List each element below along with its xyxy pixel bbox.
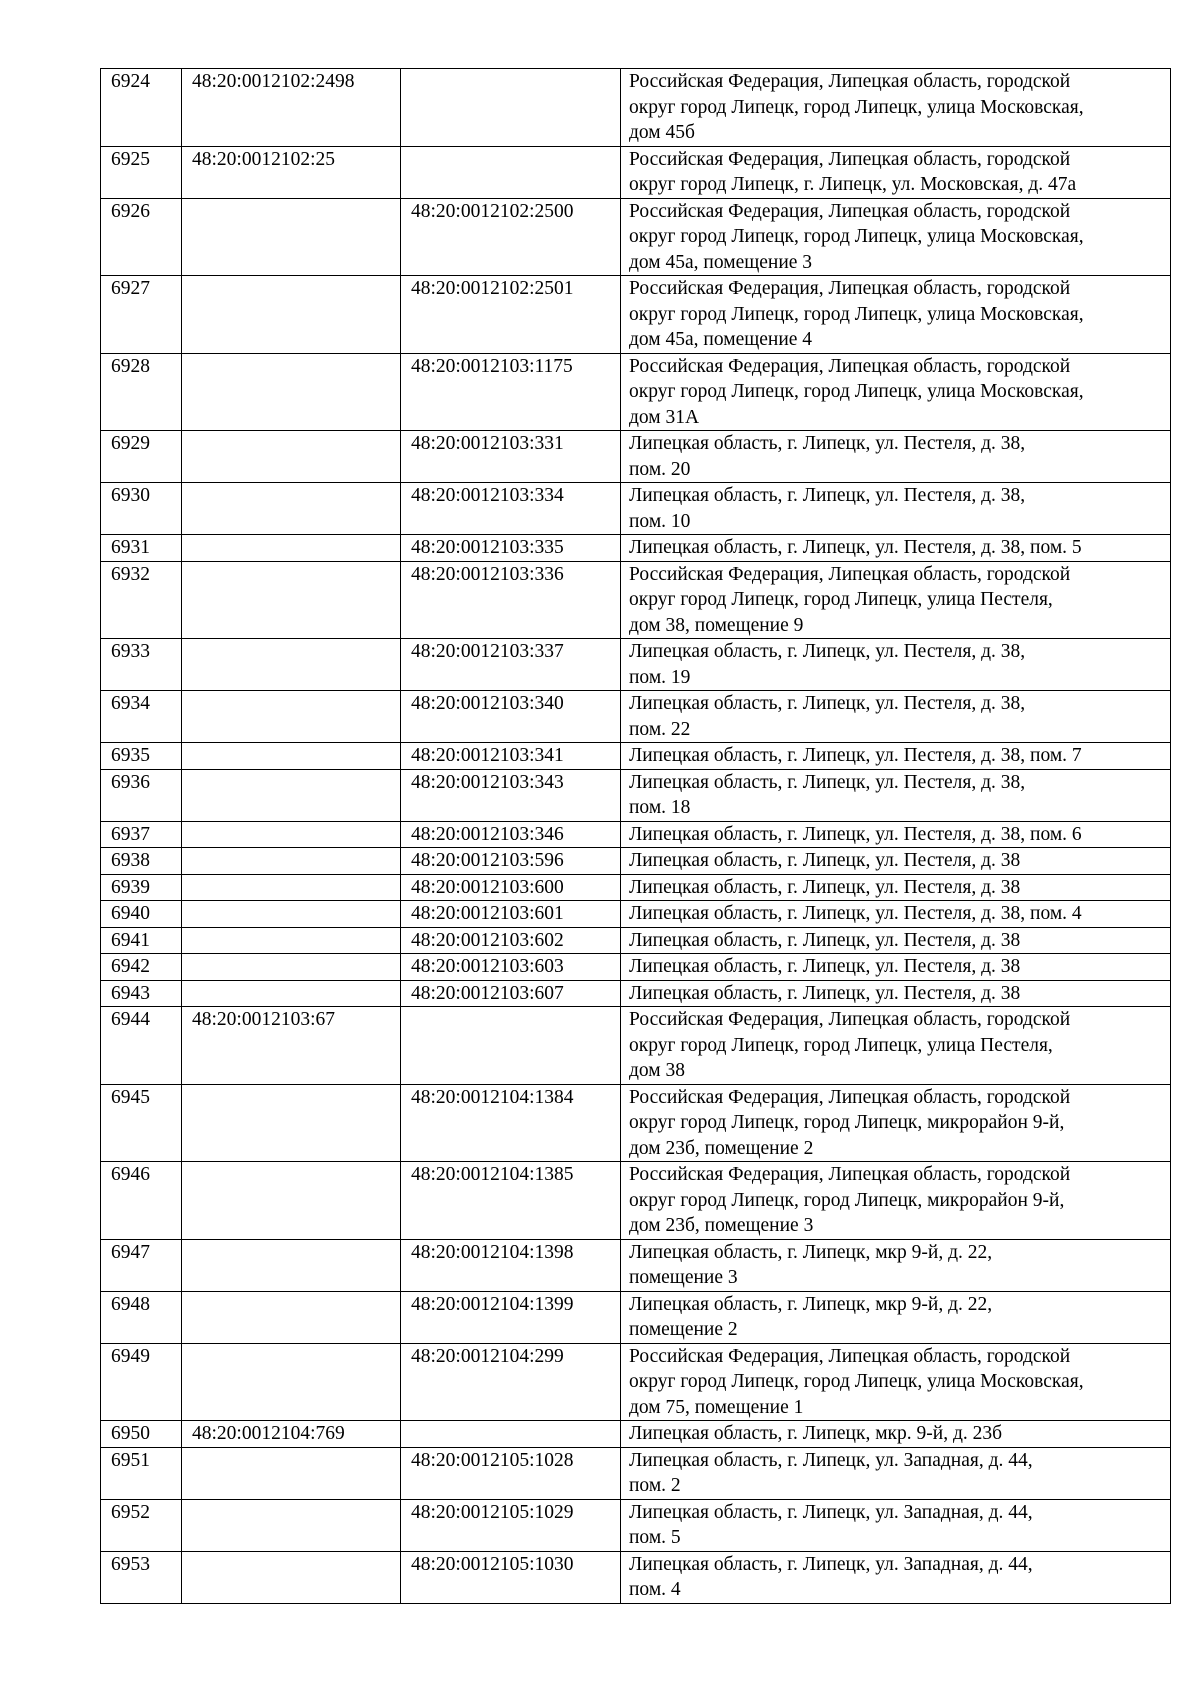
row-number-cell: 6935 (101, 743, 182, 770)
table-row (101, 769, 1171, 821)
address-line: округ город Липецк, город Липецк, улица Московская, (629, 303, 1084, 325)
object-cadastral-number-cell: 48:20:0012103:331 (401, 431, 621, 483)
parcel-cadastral-number-cell (182, 1343, 401, 1421)
object-cadastral-number-cell (401, 1007, 621, 1085)
parcel-cadastral-number-cell (182, 1499, 401, 1551)
address-line: пом. 20 (629, 458, 691, 480)
address-cell (621, 198, 1171, 276)
address-line: Российская Федерация, Липецкая область, городской (629, 148, 1071, 170)
address-line: Липецкая область, г. Липецк, ул. Пестеля, д. 38, пом. 5 (629, 537, 1082, 558)
table-row (101, 1291, 1171, 1343)
object-cadastral-number-cell: 48:20:0012102:2501 (401, 276, 621, 354)
row-number-cell: 6930 (101, 483, 182, 535)
address-cell (621, 483, 1171, 535)
address-line: Российская Федерация, Липецкая область, городской (629, 1164, 1071, 1185)
address-line: Липецкая область, г. Липецк, ул. Пестеля, д. 38, (629, 641, 1026, 662)
parcel-cadastral-number-cell (182, 483, 401, 535)
row-number-cell: 6953 (101, 1551, 182, 1603)
address-line: Российская Федерация, Липецкая область, городской (629, 278, 1071, 299)
parcel-cadastral-number-cell (182, 1447, 401, 1499)
parcel-cadastral-number-cell: 48:20:0012102:2498 (182, 69, 401, 147)
address-line: Российская Федерация, Липецкая область, городской (629, 200, 1071, 222)
address-line: Российская Федерация, Липецкая область, городской (629, 563, 1071, 585)
address-cell (621, 769, 1171, 821)
table-row (101, 901, 1171, 928)
address-line: округ город Липецк, город Липецк, улица Пестеля, (629, 1034, 1053, 1056)
address-cell (621, 276, 1171, 354)
object-cadastral-number-cell: 48:20:0012105:1030 (401, 1551, 621, 1603)
address-line: Липецкая область, г. Липецк, мкр 9-й, д. 22, (629, 1293, 993, 1315)
address-cell (621, 1343, 1171, 1421)
address-cell (621, 821, 1171, 848)
object-cadastral-number-cell: 48:20:0012103:343 (401, 769, 621, 821)
address-line: Липецкая область, г. Липецк, ул. Пестеля, д. 38 (629, 956, 1021, 977)
address-cell (621, 954, 1171, 981)
address-line: Липецкая область, г. Липецк, ул. Западная, д. 44, (629, 1501, 1033, 1523)
row-number-cell: 6929 (101, 431, 182, 483)
parcel-cadastral-number-cell (182, 927, 401, 954)
address-cell (621, 639, 1171, 691)
address-line: округ город Липецк, город Липецк, улица Пестеля, (629, 589, 1053, 610)
address-cell (621, 1421, 1171, 1448)
object-cadastral-number-cell: 48:20:0012103:346 (401, 821, 621, 848)
address-line: Липецкая область, г. Липецк, ул. Пестеля, д. 38 (629, 850, 1021, 871)
table-row (101, 561, 1171, 639)
address-line: дом 23б, помещение 3 (629, 1215, 814, 1236)
parcel-cadastral-number-cell (182, 980, 401, 1007)
address-line: Липецкая область, г. Липецк, ул. Пестеля, д. 38, пом. 4 (629, 903, 1082, 924)
address-line: пом. 4 (629, 1579, 681, 1600)
address-line: помещение 2 (629, 1319, 738, 1340)
object-cadastral-number-cell: 48:20:0012103:600 (401, 874, 621, 901)
address-line: дом 31А (629, 406, 700, 428)
parcel-cadastral-number-cell (182, 535, 401, 562)
address-cell (621, 1291, 1171, 1343)
table-row (101, 821, 1171, 848)
address-line: дом 38 (629, 1060, 686, 1081)
parcel-cadastral-number-cell (182, 874, 401, 901)
row-number-cell: 6942 (101, 954, 182, 981)
parcel-cadastral-number-cell: 48:20:0012102:25 (182, 146, 401, 198)
table-row (101, 1239, 1171, 1291)
address-cell (621, 353, 1171, 431)
object-cadastral-number-cell (401, 69, 621, 147)
address-line: дом 45а, помещение 4 (629, 329, 813, 350)
table-body (101, 69, 1171, 1604)
address-cell (621, 691, 1171, 743)
parcel-cadastral-number-cell (182, 1162, 401, 1240)
parcel-cadastral-number-cell (182, 1084, 401, 1162)
row-number-cell: 6949 (101, 1343, 182, 1421)
address-line: Липецкая область, г. Липецк, ул. Западная, д. 44, (629, 1553, 1033, 1575)
object-cadastral-number-cell: 48:20:0012103:335 (401, 535, 621, 562)
address-line: Липецкая область, г. Липецк, ул. Пестеля, д. 38, пом. 7 (629, 745, 1082, 766)
table-row (101, 276, 1171, 354)
row-number-cell: 6943 (101, 980, 182, 1007)
address-line: Липецкая область, г. Липецк, мкр. 9-й, д. 23б (629, 1423, 1003, 1444)
table-row (101, 639, 1171, 691)
address-cell (621, 146, 1171, 198)
address-line: пом. 10 (629, 510, 691, 532)
address-line: Липецкая область, г. Липецк, мкр 9-й, д. 22, (629, 1241, 993, 1263)
object-cadastral-number-cell: 48:20:0012103:601 (401, 901, 621, 928)
address-line: округ город Липецк, город Липецк, улица Московская, (629, 381, 1084, 402)
address-line: Липецкая область, г. Липецк, ул. Пестеля, д. 38 (629, 876, 1021, 898)
row-number-cell: 6944 (101, 1007, 182, 1085)
table-row (101, 1162, 1171, 1240)
row-number-cell: 6940 (101, 901, 182, 928)
address-line: округ город Липецк, город Липецк, улица Московская, (629, 226, 1084, 247)
address-line: Липецкая область, г. Липецк, ул. Пестеля, д. 38, (629, 771, 1026, 793)
address-line: округ город Липецк, г. Липецк, ул. Московская, д. 47а (629, 174, 1077, 195)
row-number-cell: 6932 (101, 561, 182, 639)
row-number-cell: 6924 (101, 69, 182, 147)
parcel-cadastral-number-cell: 48:20:0012103:67 (182, 1007, 401, 1085)
table-row (101, 848, 1171, 875)
parcel-cadastral-number-cell (182, 848, 401, 875)
address-line: Российская Федерация, Липецкая область, городской (629, 1345, 1071, 1367)
address-line: Российская Федерация, Липецкая область, городской (629, 355, 1071, 377)
row-number-cell: 6933 (101, 639, 182, 691)
address-line: дом 23б, помещение 2 (629, 1137, 814, 1159)
parcel-cadastral-number-cell (182, 353, 401, 431)
parcel-cadastral-number-cell (182, 691, 401, 743)
address-line: дом 45б (629, 122, 695, 143)
address-line: Российская Федерация, Липецкая область, городской (629, 71, 1071, 92)
address-line: пом. 2 (629, 1475, 681, 1496)
address-cell (621, 1499, 1171, 1551)
table-row (101, 1007, 1171, 1085)
address-cell (621, 1551, 1171, 1603)
object-cadastral-number-cell: 48:20:0012103:607 (401, 980, 621, 1007)
row-number-cell: 6934 (101, 691, 182, 743)
address-line: пом. 22 (629, 718, 691, 740)
address-line: Липецкая область, г. Липецк, ул. Пестеля, д. 38 (629, 929, 1021, 951)
object-cadastral-number-cell: 48:20:0012103:602 (401, 927, 621, 954)
object-cadastral-number-cell (401, 1421, 621, 1448)
address-cell (621, 1007, 1171, 1085)
address-line: округ город Липецк, город Липецк, микрорайон 9-й, (629, 1189, 1065, 1211)
row-number-cell: 6947 (101, 1239, 182, 1291)
address-line: округ город Липецк, город Липецк, улица Московская, (629, 1371, 1084, 1392)
table-row (101, 874, 1171, 901)
address-cell (621, 874, 1171, 901)
object-cadastral-number-cell: 48:20:0012104:1384 (401, 1084, 621, 1162)
address-cell (621, 1447, 1171, 1499)
object-cadastral-number-cell: 48:20:0012103:337 (401, 639, 621, 691)
parcel-cadastral-number-cell: 48:20:0012104:769 (182, 1421, 401, 1448)
row-number-cell: 6927 (101, 276, 182, 354)
address-line: дом 45а, помещение 3 (629, 251, 813, 273)
address-line: Липецкая область, г. Липецк, ул. Пестеля, д. 38, (629, 693, 1026, 714)
address-line: пом. 19 (629, 666, 691, 688)
row-number-cell: 6928 (101, 353, 182, 431)
row-number-cell: 6946 (101, 1162, 182, 1240)
address-cell (621, 69, 1171, 147)
address-cell (621, 848, 1171, 875)
cadastral-table (100, 68, 1171, 1604)
address-line: пом. 18 (629, 797, 691, 818)
table-row (101, 1084, 1171, 1162)
address-cell (621, 431, 1171, 483)
address-line: округ город Липецк, город Липецк, микрорайон 9-й, (629, 1112, 1065, 1133)
row-number-cell: 6939 (101, 874, 182, 901)
table-row (101, 980, 1171, 1007)
row-number-cell: 6931 (101, 535, 182, 562)
address-cell (621, 980, 1171, 1007)
parcel-cadastral-number-cell (182, 276, 401, 354)
table-row (101, 691, 1171, 743)
object-cadastral-number-cell: 48:20:0012103:341 (401, 743, 621, 770)
address-cell (621, 743, 1171, 770)
address-line: Липецкая область, г. Липецк, ул. Пестеля, д. 38, пом. 6 (629, 823, 1082, 845)
table-row (101, 743, 1171, 770)
object-cadastral-number-cell (401, 146, 621, 198)
address-cell (621, 901, 1171, 928)
document-page (100, 68, 1170, 1604)
address-cell (621, 1084, 1171, 1162)
row-number-cell: 6945 (101, 1084, 182, 1162)
row-number-cell: 6952 (101, 1499, 182, 1551)
object-cadastral-number-cell: 48:20:0012103:340 (401, 691, 621, 743)
object-cadastral-number-cell: 48:20:0012103:596 (401, 848, 621, 875)
object-cadastral-number-cell: 48:20:0012103:334 (401, 483, 621, 535)
table-row (101, 954, 1171, 981)
object-cadastral-number-cell: 48:20:0012103:336 (401, 561, 621, 639)
object-cadastral-number-cell: 48:20:0012102:2500 (401, 198, 621, 276)
table-row (101, 146, 1171, 198)
row-number-cell: 6941 (101, 927, 182, 954)
address-cell (621, 1162, 1171, 1240)
address-line: округ город Липецк, город Липецк, улица Московская, (629, 96, 1084, 118)
table-row (101, 1499, 1171, 1551)
parcel-cadastral-number-cell (182, 639, 401, 691)
table-row (101, 1551, 1171, 1603)
address-line: Российская Федерация, Липецкая область, городской (629, 1009, 1071, 1030)
address-line: Липецкая область, г. Липецк, ул. Западная, д. 44, (629, 1449, 1033, 1471)
address-cell (621, 1239, 1171, 1291)
object-cadastral-number-cell: 48:20:0012103:1175 (401, 353, 621, 431)
address-line: пом. 5 (629, 1527, 681, 1548)
object-cadastral-number-cell: 48:20:0012105:1028 (401, 1447, 621, 1499)
parcel-cadastral-number-cell (182, 1239, 401, 1291)
table-row (101, 1343, 1171, 1421)
address-line: дом 75, помещение 1 (629, 1396, 804, 1418)
object-cadastral-number-cell: 48:20:0012104:1398 (401, 1239, 621, 1291)
table-row (101, 483, 1171, 535)
address-line: помещение 3 (629, 1267, 738, 1288)
address-line: дом 38, помещение 9 (629, 614, 804, 636)
parcel-cadastral-number-cell (182, 821, 401, 848)
row-number-cell: 6925 (101, 146, 182, 198)
object-cadastral-number-cell: 48:20:0012104:1399 (401, 1291, 621, 1343)
parcel-cadastral-number-cell (182, 198, 401, 276)
table-row (101, 353, 1171, 431)
parcel-cadastral-number-cell (182, 901, 401, 928)
table-row (101, 69, 1171, 147)
row-number-cell: 6937 (101, 821, 182, 848)
object-cadastral-number-cell: 48:20:0012104:1385 (401, 1162, 621, 1240)
address-line: Липецкая область, г. Липецк, ул. Пестеля, д. 38 (629, 982, 1021, 1004)
object-cadastral-number-cell: 48:20:0012103:603 (401, 954, 621, 981)
row-number-cell: 6948 (101, 1291, 182, 1343)
table-row (101, 431, 1171, 483)
address-line: Российская Федерация, Липецкая область, городской (629, 1086, 1071, 1108)
row-number-cell: 6938 (101, 848, 182, 875)
address-line: Липецкая область, г. Липецк, ул. Пестеля, д. 38, (629, 433, 1026, 454)
object-cadastral-number-cell: 48:20:0012105:1029 (401, 1499, 621, 1551)
parcel-cadastral-number-cell (182, 1551, 401, 1603)
object-cadastral-number-cell: 48:20:0012104:299 (401, 1343, 621, 1421)
table-row (101, 535, 1171, 562)
parcel-cadastral-number-cell (182, 769, 401, 821)
parcel-cadastral-number-cell (182, 561, 401, 639)
parcel-cadastral-number-cell (182, 431, 401, 483)
row-number-cell: 6950 (101, 1421, 182, 1448)
parcel-cadastral-number-cell (182, 1291, 401, 1343)
row-number-cell: 6926 (101, 198, 182, 276)
table-row (101, 927, 1171, 954)
parcel-cadastral-number-cell (182, 954, 401, 981)
address-cell (621, 561, 1171, 639)
address-cell (621, 535, 1171, 562)
address-cell (621, 927, 1171, 954)
table-row (101, 1421, 1171, 1448)
row-number-cell: 6951 (101, 1447, 182, 1499)
row-number-cell: 6936 (101, 769, 182, 821)
parcel-cadastral-number-cell (182, 743, 401, 770)
table-row (101, 198, 1171, 276)
address-line: Липецкая область, г. Липецк, ул. Пестеля, д. 38, (629, 485, 1026, 506)
table-row (101, 1447, 1171, 1499)
